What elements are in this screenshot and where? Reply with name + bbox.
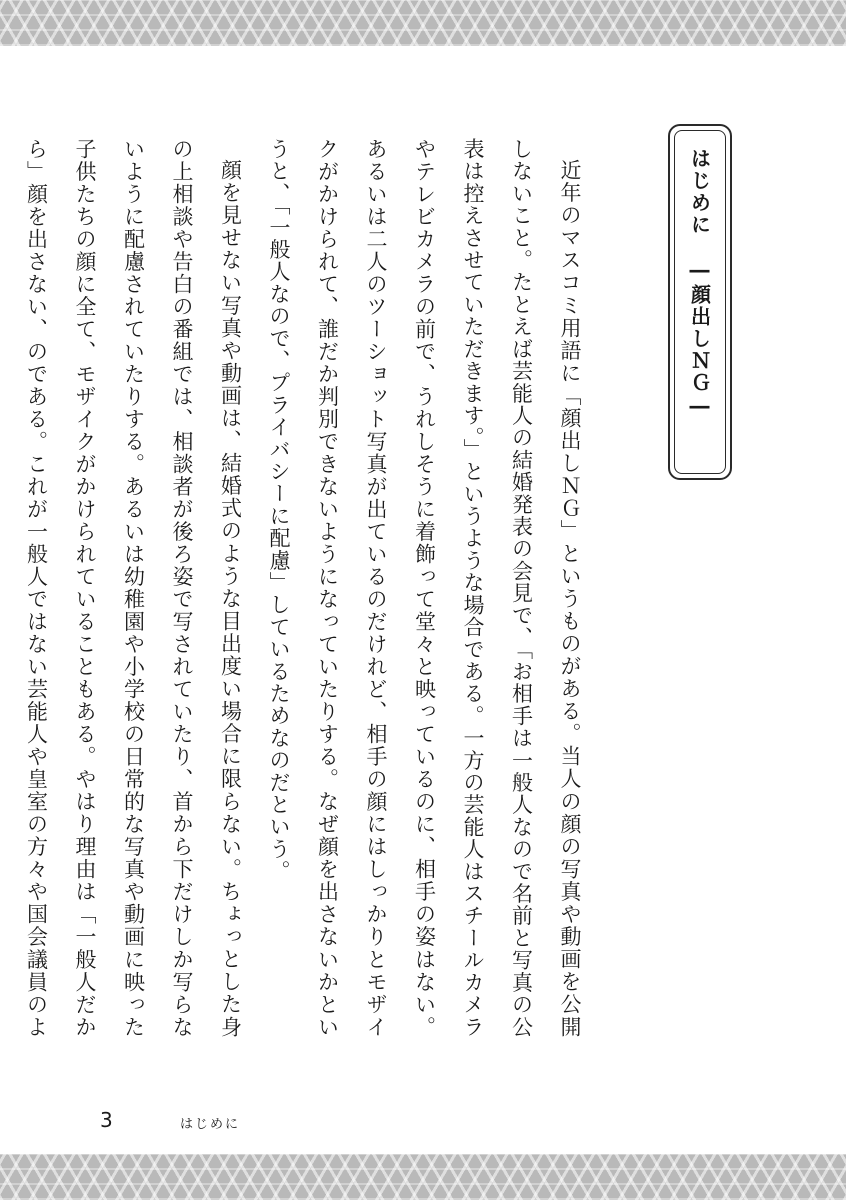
paragraph: 近年のマスコミ用語に「顔出しＮＧ」というものがある。当人の顔の写真や動画を公開しないこと。たとえば芸能人の結婚発表の会見で、「お相手は一般人なので名前と写真の公表は控えさせていただきます。」というような場合である。一方の芸能人はスチールカメラやテレビカメラの前で、うれしそうに着飾って堂々と映っているのに、相手の姿はない。あるいは二人のツーショット写真が出ているのだけれど、相手の顔にはしっかりとモザイクがかけられて、誰だか判別できないようになっていたりする。なぜ顔を出さないかというと、「一般人なので、プライバシーに配慮」しているためなのだという。 <box>267 138 582 1038</box>
running-head: はじめに <box>180 1117 241 1132</box>
page-number: 3 <box>100 1108 113 1132</box>
body-text <box>0 138 594 1038</box>
paragraph: 顔を見せない写真や動画は、結婚式のような目出度い場合に限らない。ちょっとした身の上相談や告白の番組では、相談者が後ろ姿で写されていたり、首から下だけしか写らないように配慮されていたりする。あるいは幼稚園や小学校の日常的な写真や動画に映った子供たちの顔に全て、モザイクがかけられていることもある。やはり理由は「一般人だから」顔を出さない、のである。これが一般人ではない芸能人や皇室の方々や国会議員のよ <box>24 138 243 1038</box>
chapter-title: はじめに ―顔出しＮＧ― <box>687 148 712 420</box>
decorative-pattern-band-top <box>0 0 846 46</box>
chapter-title-box <box>668 124 732 480</box>
decorative-pattern-band-bottom <box>0 1154 846 1200</box>
